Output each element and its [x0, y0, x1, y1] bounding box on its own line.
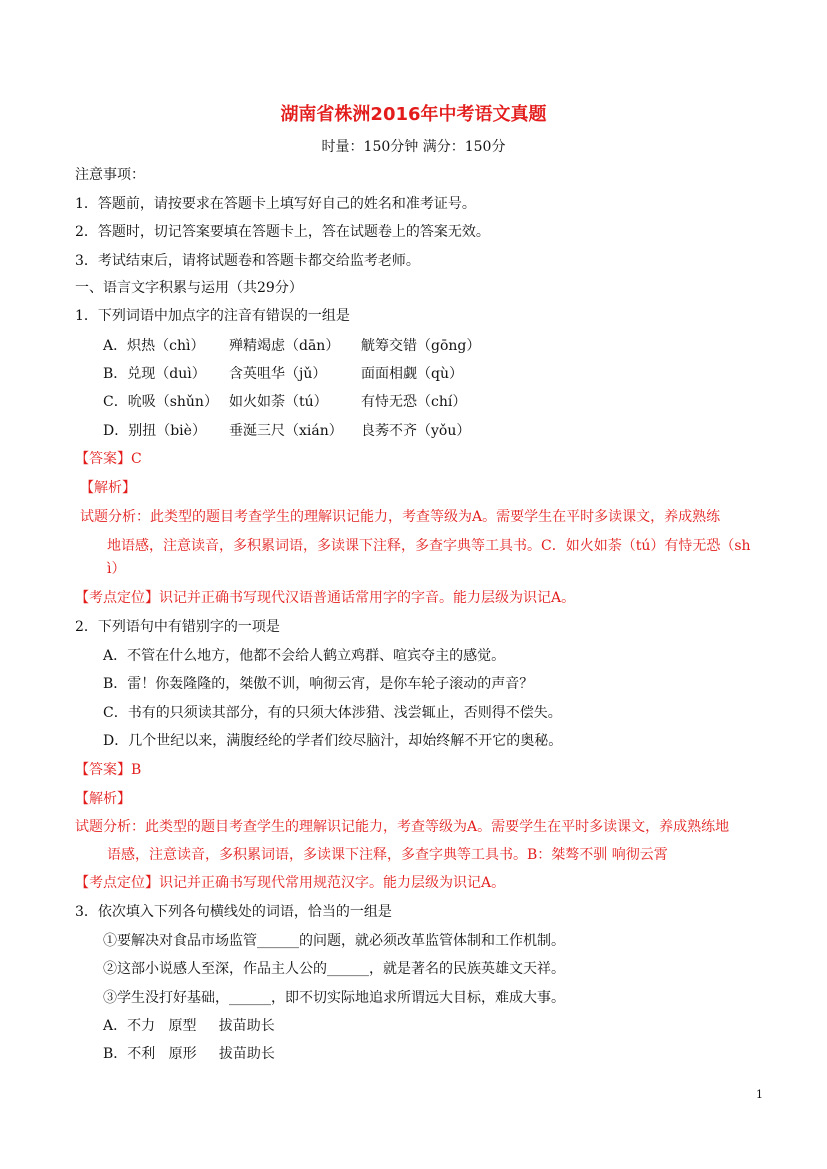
question-1-analysis-line: 试题分析：此类型的题目考查学生的理解识记能力，考查等级为A。需要学生在平时多读课文，养成熟练 [80, 509, 721, 525]
option-cell: 如火如荼（tú） [229, 394, 328, 410]
option-cell: C．吮吸（shǔn） [103, 394, 218, 410]
question-2-option: D．几个世纪以来，满腹经纶的学者们绞尽脑汁，却始终解不开它的奥秘。 [103, 733, 563, 749]
option-cell: 觥筹交错（gōng） [361, 338, 481, 354]
notice-item: 2．答题时，切记答案要填在答题卡上，答在试题卷上的答案无效。 [75, 224, 490, 240]
question-1-option-d [103, 421, 470, 441]
page-number: 1 [756, 1088, 763, 1101]
question-3-stem: 3．依次填入下列各句横线处的词语，恰当的一组是 [75, 904, 392, 920]
question-2-option: C．书有的只须读其部分，有的只须大体涉猎、浅尝辄止，否则得不偿失。 [103, 705, 562, 721]
question-3-sentence: ②这部小说感人至深，作品主人公的______，就是著名的民族英雄文天祥。 [103, 961, 565, 977]
question-3-sentence: ③学生没打好基础，______，即不切实际地追求所谓远大目标，难成大事。 [103, 990, 565, 1006]
question-1-point: 【考点定位】识记并正确书写现代汉语普通话常用字的字音。能力层级为识记A。 [75, 590, 576, 606]
question-3-option: A．不力 原型 拔苗助长 [103, 1018, 275, 1034]
option-cell: 良莠不齐（yǒu） [361, 423, 471, 439]
question-2-answer: 【答案】B [75, 762, 142, 778]
notice-heading: 注意事项： [75, 167, 145, 183]
question-2-stem: 2．下列语句中有错别字的一项是 [75, 619, 280, 635]
exam-time-score: 时量：150分钟 满分：150分 [321, 139, 506, 155]
option-cell: D．别扭（biè） [103, 423, 206, 439]
question-1-option-b [103, 364, 463, 384]
option-cell: 有恃无恐（chí） [361, 394, 467, 410]
question-3-sentence: ①要解决对食品市场监管______的问题，就必须改革监管体制和工作机制。 [103, 933, 565, 949]
page-title: 湖南省株洲2016年中考语文真题 [280, 104, 547, 125]
question-2-option: A．不管在什么地方，他都不会给人鹤立鸡群、喧宾夺主的感觉。 [103, 648, 506, 664]
option-cell: A．炽热（chì） [103, 338, 205, 354]
option-cell: 殚精竭虑（dān） [229, 338, 340, 354]
notice-item: 3．考试结束后，请将试题卷和答题卡都交给监考老师。 [75, 253, 420, 269]
question-1-analysis-label: 【解析】 [80, 480, 136, 496]
option-cell: 含英咀华（jǔ） [229, 366, 327, 382]
question-2-analysis-line: 语感，注意读音，多积累词语，多读课下注释，多查字典等工具书。B：桀骜不驯 响彻云霄 [107, 847, 668, 863]
option-cell: B．兑现（duì） [103, 366, 206, 382]
question-3-option: B．不利 原形 拔苗助长 [103, 1046, 275, 1062]
question-1-option-a [103, 336, 480, 356]
option-cell: 面面相觑（qù） [361, 366, 463, 382]
question-1-stem: 1．下列词语中加点字的注音有错误的一组是 [75, 308, 350, 324]
question-2-option: B．雷！你轰隆隆的，桀傲不训，响彻云宵，是你车轮子滚动的声音？ [103, 676, 534, 692]
question-1-analysis-line: ì） [107, 561, 126, 577]
notice-item: 1．答题前，请按要求在答题卡上填写好自己的姓名和准考证号。 [75, 196, 476, 212]
question-2-point: 【考点定位】识记并正确书写现代常用规范汉字。能力层级为识记A。 [75, 875, 506, 891]
question-1-answer: 【答案】C [75, 451, 142, 467]
question-2-analysis-label: 【解析】 [75, 791, 131, 807]
question-1-option-c [103, 392, 466, 412]
section-heading: 一、语言文字积累与运用（共29分） [75, 280, 303, 296]
question-1-analysis-line: 地语感，注意读音，多积累词语，多读课下注释，多查字典等工具书。C．如火如荼（tú）有恃无恐（sh [107, 538, 751, 554]
question-2-analysis-line: 试题分析：此类型的题目考查学生的理解识记能力，考查等级为A。需要学生在平时多读课文，养成熟练地 [75, 819, 730, 835]
option-cell: 垂涎三尺（xián） [229, 423, 343, 439]
